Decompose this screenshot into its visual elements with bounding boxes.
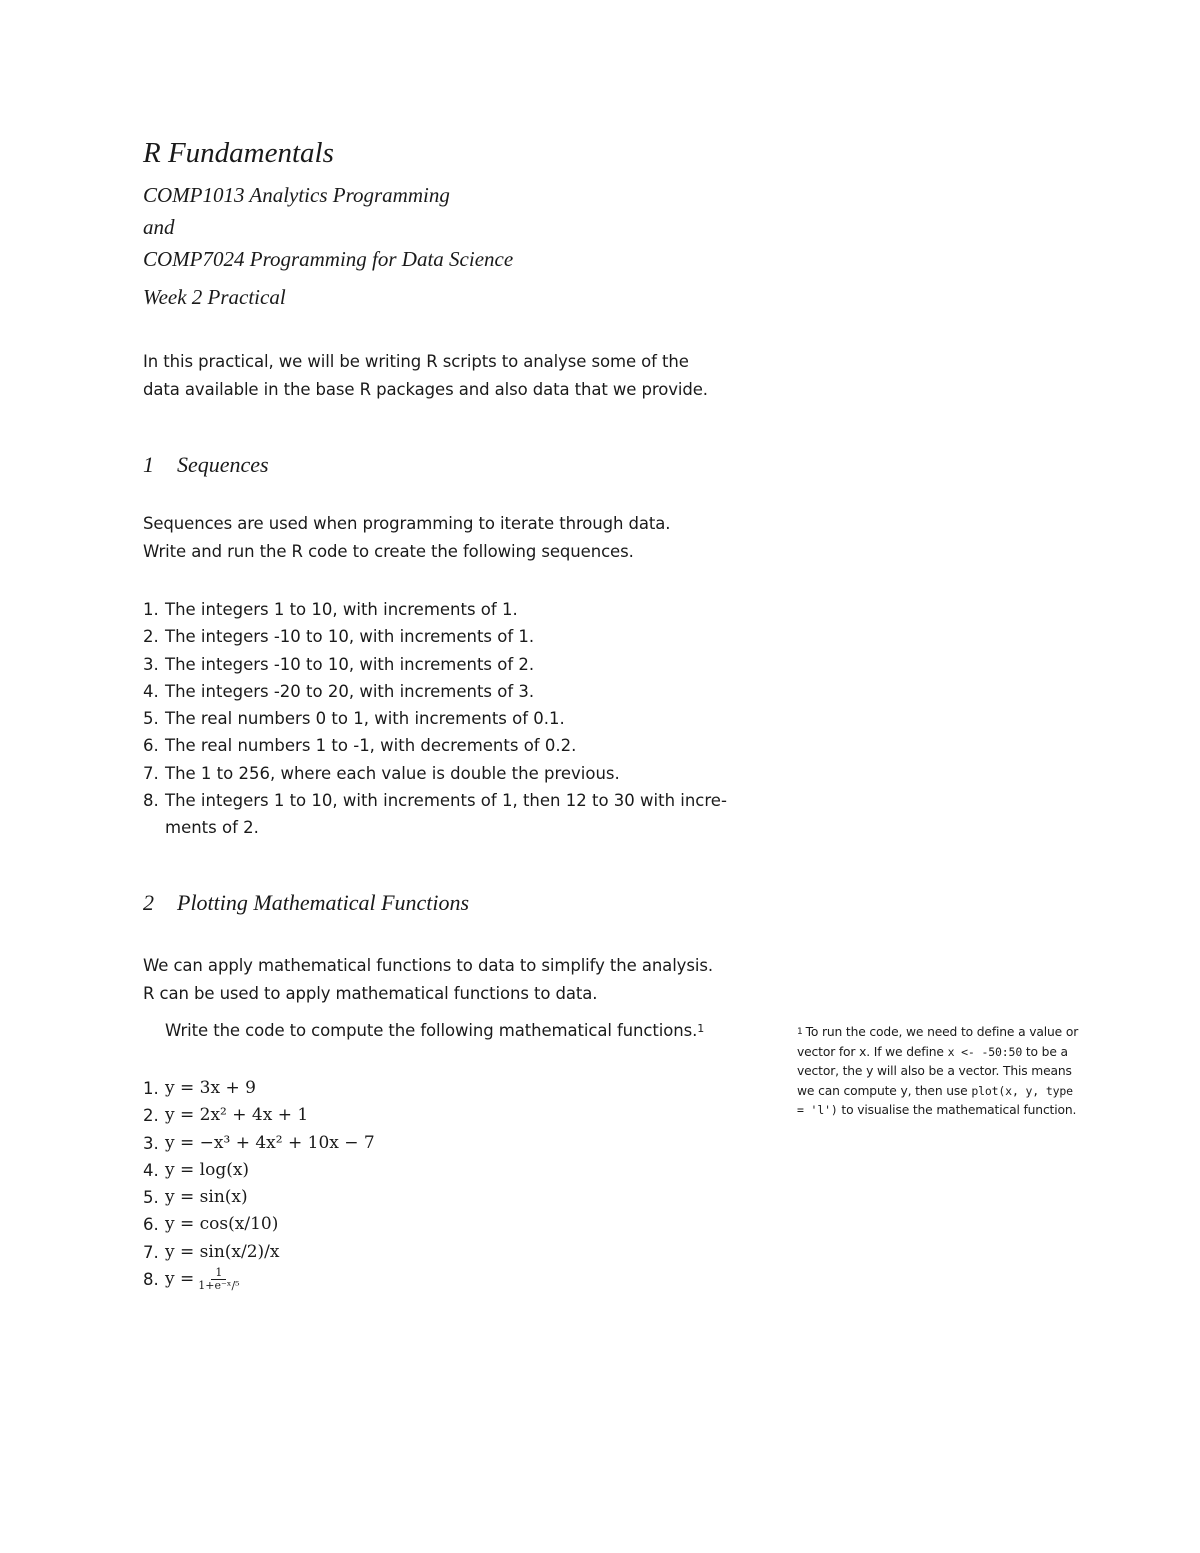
- fraction-numerator: 1: [211, 1267, 226, 1280]
- item-number: 5.: [143, 709, 159, 729]
- instruction-text: Write the code to compute the following mathematical functions.: [165, 1021, 698, 1040]
- item-number: 7.: [143, 1242, 159, 1262]
- footnote-code: x <- -50:50: [947, 1044, 1023, 1059]
- margin-footnote: [797, 1023, 1079, 1121]
- list-item: [143, 1157, 375, 1184]
- list-item: [143, 623, 748, 650]
- list-item: [143, 1130, 375, 1157]
- function-list: [143, 1075, 375, 1293]
- section-number: 2: [143, 890, 154, 915]
- intro-paragraph: [143, 348, 743, 404]
- footnote-mark: 1: [797, 1027, 803, 1037]
- math-formula: [165, 1266, 242, 1293]
- course-line-1: COMP1013 Analytics Programming: [143, 183, 450, 207]
- list-item: [143, 1102, 375, 1129]
- paragraph-line: Write and run the R code to create the following sequences.: [143, 542, 634, 561]
- paragraph-line: R can be used to apply mathematical functions to data.: [143, 984, 598, 1003]
- page-title: R Fundamentals: [143, 137, 334, 169]
- intro-line: data available in the base R packages and also data that we provide.: [143, 380, 708, 399]
- list-item: [143, 1211, 375, 1238]
- footnote-text: to be a vector, the y will also be a vector. This means we can compute y, then use: [797, 1044, 1072, 1098]
- section-title: Sequences: [177, 452, 269, 477]
- fraction: [196, 1267, 241, 1292]
- paragraph-line: Sequences are used when programming to iterate through data.: [143, 514, 671, 533]
- math-formula: y = sin(x/2)/x: [165, 1241, 280, 1262]
- list-item: [143, 705, 748, 732]
- item-number: 5.: [143, 1188, 159, 1208]
- item-text: The integers -10 to 10, with increments of 2.: [165, 654, 535, 674]
- section-2-paragraph: [143, 952, 763, 1008]
- item-text: The real numbers 0 to 1, with increments of 0.1.: [165, 709, 565, 729]
- course-line-2: COMP7024 Programming for Data Science: [143, 247, 514, 271]
- list-item: [143, 678, 748, 705]
- math-formula: y = log(x): [165, 1159, 250, 1180]
- section-title: Plotting Mathematical Functions: [177, 890, 470, 915]
- section-1-paragraph: [143, 510, 743, 566]
- sequence-list: [143, 596, 748, 842]
- item-number: 8.: [143, 1270, 159, 1290]
- list-item: [143, 787, 748, 842]
- item-number: 3.: [143, 1133, 159, 1153]
- section-2-heading: [143, 888, 469, 918]
- item-number: 6.: [143, 1215, 159, 1235]
- week-label: Week 2 Practical: [143, 285, 286, 309]
- instruction-paragraph: [165, 1017, 765, 1045]
- item-number: 6.: [143, 736, 159, 756]
- math-formula: y = −x³ + 4x² + 10x − 7: [165, 1132, 375, 1153]
- item-number: 4.: [143, 681, 159, 701]
- item-text: The 1 to 256, where each value is double the previous.: [165, 763, 620, 783]
- math-formula: y = sin(x): [165, 1187, 248, 1208]
- list-item: [143, 651, 748, 678]
- list-item: [143, 760, 748, 787]
- item-number: 2.: [143, 627, 159, 647]
- intro-line: In this practical, we will be writing R scripts to analyse some of the: [143, 352, 689, 371]
- item-text: The integers -20 to 20, with increments of 3.: [165, 681, 535, 701]
- item-number: 4.: [143, 1160, 159, 1180]
- list-item: [143, 1184, 375, 1211]
- item-number: 7.: [143, 763, 159, 783]
- footnote-reference: 1: [697, 1022, 705, 1035]
- section-number: 1: [143, 452, 154, 477]
- list-item: [143, 732, 748, 759]
- item-number: 1.: [143, 1079, 159, 1098]
- section-1-heading: [143, 450, 269, 480]
- item-number: 3.: [143, 654, 159, 674]
- item-text-line: The integers 1 to 10, with increments of 1, then 12 to 30 with incre-: [165, 791, 727, 811]
- item-number: 2.: [143, 1106, 159, 1126]
- item-text: The integers 1 to 10, with increments of 1.: [165, 600, 518, 619]
- footnote-code: plot(x, y, type = 'l'): [797, 1083, 1073, 1118]
- list-item: [143, 1239, 375, 1266]
- list-item: [143, 1075, 375, 1102]
- item-text: The integers -10 to 10, with increments of 1.: [165, 627, 535, 647]
- course-join: and: [143, 215, 175, 239]
- list-item: [143, 596, 748, 623]
- item-number: 1.: [143, 600, 159, 619]
- formula-lhs: y =: [165, 1269, 195, 1290]
- footnote-text: to visualise the mathematical function.: [841, 1103, 1077, 1118]
- list-item: [143, 1266, 375, 1293]
- paragraph-line: We can apply mathematical functions to data to simplify the analysis.: [143, 956, 713, 975]
- item-text-continuation: ments of 2.: [165, 818, 259, 838]
- item-text: [165, 787, 748, 842]
- math-formula: y = cos(x/10): [165, 1214, 279, 1235]
- math-formula: y = 3x + 9: [165, 1078, 256, 1098]
- title-block: [143, 133, 513, 313]
- fraction-denominator: 1+e⁻ˣ/⁵: [198, 1279, 240, 1293]
- footnote-text: To run the code, we need to define a value or vector for x. If we define: [797, 1025, 1079, 1059]
- item-text: The real numbers 1 to -1, with decrements of 0.2.: [165, 736, 577, 756]
- item-number: 8.: [143, 791, 159, 811]
- math-formula: y = 2x² + 4x + 1: [165, 1105, 309, 1126]
